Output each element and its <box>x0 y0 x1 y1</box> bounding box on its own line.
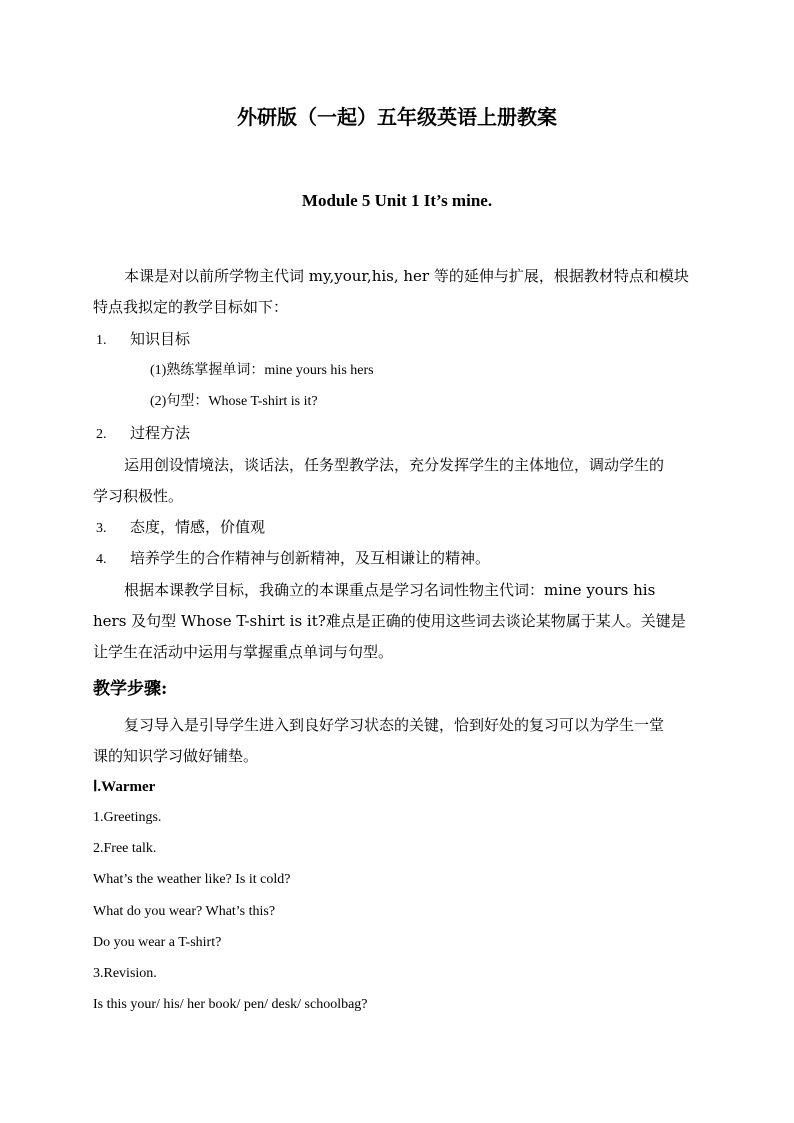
warmer-line: What do you wear? What’s this? <box>93 904 276 919</box>
warmer-line: Do you wear a T-shirt? <box>93 935 222 950</box>
focus-line-1: 根据本课教学目标，我确立的本课重点是学习名词性物主代词：mine yours his <box>124 581 656 599</box>
objective-label: 知识目标 <box>130 330 191 348</box>
objective-2 <box>96 423 190 445</box>
objective-number: 4. <box>96 552 107 567</box>
intro-line-1: 本课是对以前所学物主代词 my,your,his, her 等的延伸与扩展，根据教材特点和模块 <box>124 267 689 285</box>
objective-number: 3. <box>96 521 107 536</box>
knowledge-item-2: (2)句型：Whose T-shirt is it? <box>150 394 318 409</box>
objective-4 <box>96 548 490 570</box>
warmer-line: 3.Revision. <box>93 966 157 981</box>
warmer-heading: Ⅰ.Warmer <box>93 779 156 795</box>
warmer-line: What’s the weather like? Is it cold? <box>93 872 291 887</box>
review-line-1: 复习导入是引导学生进入到良好学习状态的关键，恰到好处的复习可以为学生一堂 <box>124 716 665 734</box>
warmer-line: Is this your/ his/ her book/ pen/ desk/ schoolbag? <box>93 997 368 1012</box>
objective-number: 2. <box>96 427 107 442</box>
objective-label: 态度，情感，价值观 <box>130 518 266 536</box>
focus-line-3: 让学生在活动中运用与掌握重点单词与句型。 <box>93 643 394 661</box>
steps-heading: 教学步骤: <box>93 679 168 699</box>
objective-number: 1. <box>96 333 107 348</box>
objective-1 <box>96 329 190 351</box>
review-line-2: 课的知识学习做好铺垫。 <box>93 747 259 765</box>
focus-line-2: hers 及句型 Whose T-shirt is it?难点是正确的使用这些词去谈论某物属于某人。关键是 <box>93 612 686 630</box>
method-line-2: 学习积极性。 <box>93 487 184 505</box>
document-subtitle: Module 5 Unit 1 It’s mine. <box>301 191 493 210</box>
objective-label: 过程方法 <box>130 424 191 442</box>
warmer-line: 1.Greetings. <box>93 810 162 825</box>
method-line-1: 运用创设情境法，谈话法，任务型教学法，充分发挥学生的主体地位，调动学生的 <box>124 456 665 474</box>
intro-line-2: 特点我拟定的教学目标如下： <box>93 298 289 316</box>
document-title: 外研版（一起）五年级英语上册教案 <box>237 105 557 129</box>
knowledge-item-1: (1)熟练掌握单词：mine yours his hers <box>150 363 374 378</box>
warmer-line: 2.Free talk. <box>93 841 157 856</box>
objective-3 <box>96 517 265 539</box>
objective-label: 培养学生的合作精神与创新精神，及互相谦让的精神。 <box>130 549 491 567</box>
